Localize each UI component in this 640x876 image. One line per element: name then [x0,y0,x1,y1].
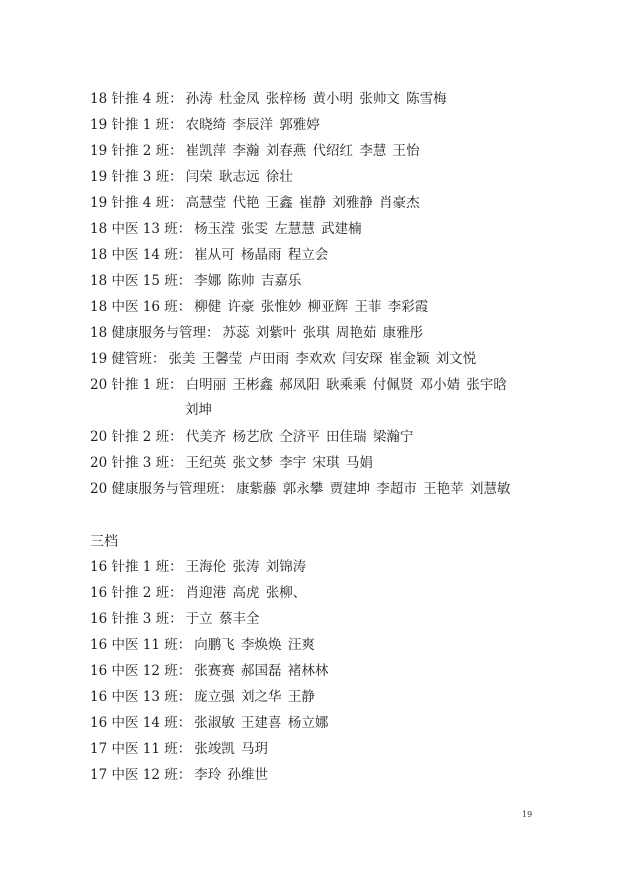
class-label: 20 健康服务与管理班： [90,481,233,497]
class-line [90,558,306,576]
class-line [90,90,447,108]
class-label: 20 针推 1 班： [90,377,183,393]
class-label: 16 针推 3 班： [90,611,183,627]
class-label: 18 中医 14 班： [90,247,192,263]
class-label: 17 中医 12 班： [90,767,192,783]
student-names: 于立 蔡丰全 [185,611,260,627]
student-names: 王纪英 张文梦 李宇 宋琪 马娟 [185,455,373,471]
class-label: 18 健康服务与管理： [90,325,220,341]
class-line [90,428,413,446]
class-label: 17 中医 11 班： [90,741,192,757]
class-line [90,324,423,342]
student-names: 白明丽 王彬鑫 郝凤阳 耿乘乘 付佩贤 邓小婧 张宇晗 [185,377,507,393]
class-label: 19 健管班： [90,351,166,367]
class-line [90,688,315,706]
student-names: 闫荣 耿志远 徐壮 [185,169,293,185]
class-line [90,584,306,602]
class-label: 16 针推 1 班： [90,559,183,575]
student-names: 柳健 许豪 张惟妙 柳亚辉 王菲 李彩霞 [194,299,429,315]
class-line [90,610,259,628]
student-names: 张赛赛 郝国磊 褚林林 [194,663,329,679]
class-label: 18 针推 4 班： [90,91,183,107]
class-line [90,116,320,134]
student-names: 高慧莹 代艳 王鑫 崔静 刘雅静 肖豪杰 [185,195,420,211]
class-line [90,740,268,758]
student-names: 李娜 陈帅 吉嘉乐 [194,273,302,289]
student-names: 崔凯萍 李瀚 刘春燕 代绍红 李慧 王怡 [185,143,420,159]
class-label: 19 针推 3 班： [90,169,183,185]
class-line [90,350,476,368]
class-line [90,298,428,316]
class-label: 20 针推 2 班： [90,429,183,445]
class-line [90,272,301,290]
class-line [90,636,315,654]
student-names: 庞立强 刘之华 王静 [194,689,315,705]
class-label: 16 中医 14 班： [90,715,192,731]
section-heading: 三档 [90,534,118,550]
class-line [90,220,362,238]
class-line [90,194,420,212]
page-number: 19 [522,810,533,819]
class-line [90,142,420,160]
student-names: 康紫藤 郭永攀 贾建坤 李超市 王艳苹 刘慧敏 [235,481,511,497]
class-line [90,376,507,394]
student-names: 苏蕊 刘紫叶 张琪 周艳茹 康雅彤 [222,325,424,341]
student-names: 李玲 孙维世 [194,767,269,783]
class-label: 16 中医 13 班： [90,689,192,705]
class-label: 19 针推 2 班： [90,143,183,159]
class-line [90,454,373,472]
class-line [90,714,328,732]
student-names: 崔从可 杨晶雨 程立会 [194,247,329,263]
student-names: 代美齐 杨艺欣 仝济平 田佳瑞 梁瀚宁 [185,429,414,445]
class-label: 16 中医 11 班： [90,637,192,653]
student-names: 孙涛 杜金凤 张梓杨 黄小明 张帅文 陈雪梅 [185,91,447,107]
class-label: 19 针推 4 班： [90,195,183,211]
student-names: 王海伦 张涛 刘锦涛 [185,559,307,575]
continuation-names: 刘坤 [185,402,212,418]
class-label: 18 中医 13 班： [90,221,192,237]
class-line [90,662,328,680]
student-names: 张淑敏 王建喜 杨立娜 [194,715,329,731]
student-names: 张竣凯 马玥 [194,741,269,757]
student-names: 杨玉滢 张雯 左慧慧 武建楠 [194,221,362,237]
class-label: 16 中医 12 班： [90,663,192,679]
student-names: 向鹏飞 李焕焕 汪爽 [194,637,315,653]
student-names: 肖迎港 高虎 张柳、 [185,585,307,601]
class-label: 19 针推 1 班： [90,117,183,133]
class-line [90,766,268,784]
class-label: 16 针推 2 班： [90,585,183,601]
class-line [90,246,328,264]
student-names: 张美 王馨莹 卢田雨 李欢欢 闫安琛 崔金颖 刘文悦 [168,351,477,367]
class-label: 18 中医 16 班： [90,299,192,315]
class-label: 20 针推 3 班： [90,455,183,471]
class-label: 18 中医 15 班： [90,273,192,289]
class-line [90,480,510,498]
student-names: 农晓绮 李辰洋 郭雅婷 [185,117,320,133]
class-line [90,168,293,186]
